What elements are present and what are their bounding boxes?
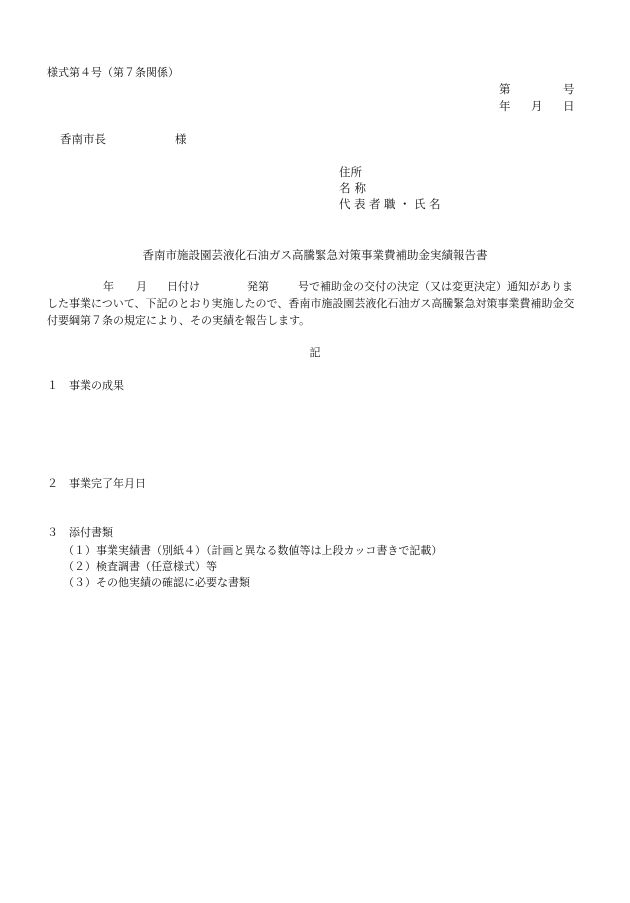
document-number-suffix: 号 <box>563 82 575 96</box>
document-number-prefix: 第 <box>499 82 511 96</box>
attached-document-item: （２）検査調書（任意様式）等 <box>63 560 217 573</box>
attached-document-item: （１）事業実績書（別紙４）（計画と異なる数値等は上段カッコ書きで記載） <box>63 544 443 557</box>
body-text-line-1 <box>47 280 573 294</box>
body-issued-label: 発第 <box>247 280 269 293</box>
body-line-1-rest: 号で補助金の交付の決定（又は変更決定）通知がありま <box>298 280 573 293</box>
body-year-label: 年 <box>103 280 114 293</box>
item-business-results: １ 事業の成果 <box>47 379 124 392</box>
body-text-line-2: した事業について、下記のとおり実施したので、香南市施設園芸液化石油ガス高騰緊急対策事業費補助金交 <box>47 297 575 310</box>
date-day-label: 日 <box>563 99 575 113</box>
document-title: 香南市施設園芸液化石油ガス高騰緊急対策事業費補助金実績報告書 <box>142 248 488 262</box>
item-attached-documents: ３ 添付書類 <box>47 526 113 539</box>
item-completion-date: ２ 事業完了年月日 <box>47 477 146 490</box>
body-text-line-3: 付要綱第７条の規定により、その実績を報告します。 <box>47 314 311 327</box>
attached-document-item: （３）その他実績の確認に必要な書類 <box>63 576 250 589</box>
form-number: 様式第４号（第７条関係） <box>47 66 179 79</box>
body-month-label: 月 <box>136 280 147 293</box>
recipient-name: 香南市長 <box>60 132 106 146</box>
applicant-name-label: 名称 <box>339 181 370 195</box>
date-month-label: 月 <box>531 99 543 113</box>
recipient-honorific: 様 <box>175 132 187 146</box>
applicant-representative-label: 代表者職・氏名 <box>339 197 444 211</box>
date-year-label: 年 <box>499 99 511 113</box>
ki-heading: 記 <box>309 346 321 359</box>
body-date-label: 日付け <box>167 280 200 293</box>
applicant-address-label: 住所 <box>339 165 362 179</box>
